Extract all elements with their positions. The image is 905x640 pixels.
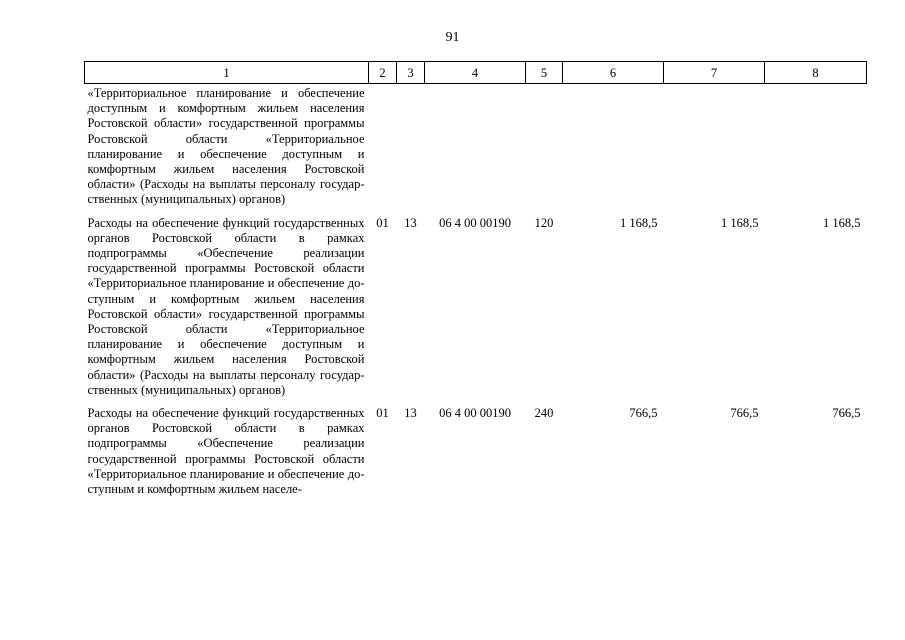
row-amount-col8: [765, 84, 867, 214]
column-header-3: 3: [397, 62, 425, 84]
row-expense-type: 240: [534, 406, 554, 421]
row-subsection-code: [397, 84, 425, 214]
row-description: Расходы на обеспечение функций государственных органов Ростовской области в рамках подпрограммы «Обеспечение реализации государственной программы Ростовской области «Территориальное планирование и обеспечение доступным и комфортным жильем населения Ростовской области» государственной программы Ростовской области «Территориальное планирование и обеспечение доступным и комфортным жильем населения Ростовской области» (Расходы на выплаты персоналу государственных (муниципальных) органов): [87, 215, 365, 397]
row-amount-col7: 766,5: [730, 406, 759, 421]
row-amount-col6: 766,5: [629, 406, 658, 421]
table-row: [85, 214, 867, 404]
row-amount-col6: 1 168,5: [620, 215, 658, 230]
row-subsection-code: 13: [404, 215, 417, 230]
row-expense-type: 120: [534, 215, 554, 230]
row-section-code: [369, 84, 397, 214]
row-amount-col7: [664, 84, 765, 214]
row-amount-col6: [563, 84, 664, 214]
row-amount-col8: 766,5: [832, 406, 861, 421]
row-expense-type: [526, 84, 563, 214]
column-header-7: 7: [664, 62, 765, 84]
column-header-1: 1: [85, 62, 369, 84]
table-row: [85, 404, 867, 503]
row-section-code: 01: [376, 215, 389, 230]
column-header-6: 6: [563, 62, 664, 84]
column-header-4: 4: [425, 62, 526, 84]
row-section-code: 01: [376, 406, 389, 421]
column-number-header: [85, 62, 867, 84]
page-number: 91: [445, 30, 460, 45]
row-target-article: 06 4 00 00190: [439, 215, 511, 230]
row-description: Расходы на обеспечение функций государственных органов Ростовской области в рамках подпрограммы «Обеспечение реализации государственной программы Ростовской области «Территориальное планирование и обеспечение доступным и комфортным жильем населе-: [87, 406, 365, 497]
column-header-5: 5: [526, 62, 563, 84]
column-header-2: 2: [369, 62, 397, 84]
table-row: [85, 84, 867, 214]
column-header-8: 8: [765, 62, 867, 84]
row-amount-col7: 1 168,5: [721, 215, 759, 230]
budget-table: [84, 61, 867, 503]
row-target-article: [425, 84, 526, 214]
row-description: «Территориальное планирование и обеспечение доступным и комфортным жильем населения Ростовской области» государственной программы Ростовской области «Территориальное планирование и обеспечение доступным и комфортным жильем населения Ростовской области» (Расходы на выплаты персоналу государственных (муниципальных) органов): [87, 86, 365, 207]
row-subsection-code: 13: [404, 406, 417, 421]
row-amount-col8: 1 168,5: [823, 215, 861, 230]
row-target-article: 06 4 00 00190: [439, 406, 511, 421]
